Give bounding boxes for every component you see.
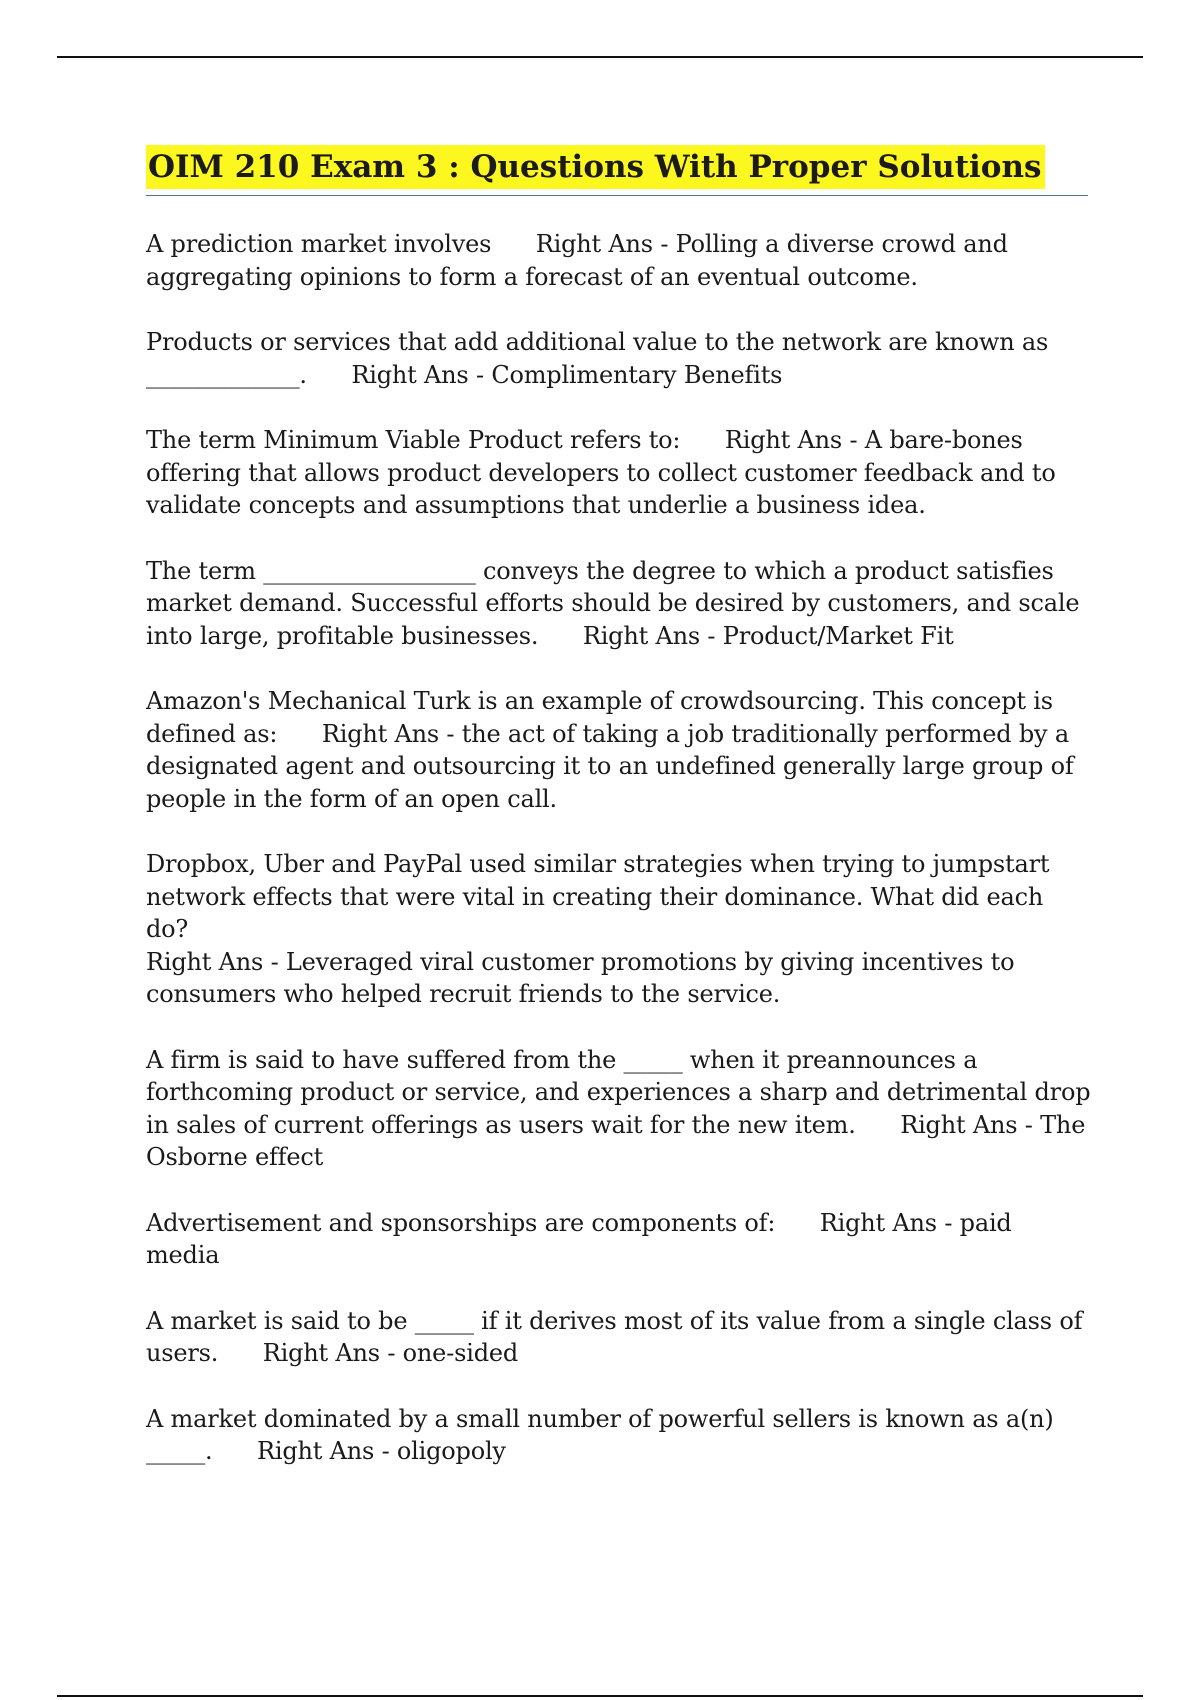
document-title: OIM 210 Exam 3 : Questions With Proper Solutions: [146, 145, 1045, 189]
qa-item: A firm is said to have suffered from the _____ when it preannounces a forthcoming product or service, and experiences a sharp and detrimental drop in sales of current offerings as users wait for the new item. Right Ans - The Osborne effect: [146, 1045, 1091, 1171]
qa-item: Dropbox, Uber and PayPal used similar strategies when trying to jumpstart network effects that were vital in creating their dominance. What did each do? Right Ans - Leveraged viral customer promotions by giving incentives to consumers who helped recruit friends to the service.: [146, 850, 1050, 1008]
qa-item: Advertisement and sponsorships are components of: Right Ans - paid media: [146, 1208, 1012, 1269]
qa-item: The term Minimum Viable Product refers to: Right Ans - A bare-bones offering that allows product developers to collect customer feedback and to validate concepts and assumptions that underlie a business idea.: [146, 426, 1056, 519]
qa-item: A market dominated by a small number of powerful sellers is known as a(n) _____. Right Ans - oligopoly: [146, 1404, 1054, 1465]
qa-item: A prediction market involves Right Ans - Polling a diverse crowd and aggregating opinions to form a forecast of an eventual outcome.: [146, 230, 1008, 291]
qa-item: Amazon's Mechanical Turk is an example of crowdsourcing. This concept is defined as: Right Ans - the act of taking a job traditionally performed by a designated agent and outsourcing it to an undefined generally large group of people in the form of an open call.: [146, 687, 1074, 813]
qa-list: [146, 228, 1092, 1501]
qa-item: A market is said to be _____ if it derives most of its value from a single class of users. Right Ans - one-sided: [146, 1306, 1083, 1367]
title-underline: [146, 195, 1088, 196]
title-block: [146, 145, 1088, 197]
page-top-rule: [57, 56, 1143, 58]
page-bottom-rule: [57, 1695, 1143, 1697]
qa-item: The term __________________ conveys the degree to which a product satisfies market demand. Successful efforts should be desired by customers, and scale into large, profitable businesses. Right Ans - Product/Market Fit: [146, 556, 1080, 650]
qa-item: Products or services that add additional value to the network are known as _____________. Right Ans - Complimentary Benefits: [146, 328, 1049, 389]
